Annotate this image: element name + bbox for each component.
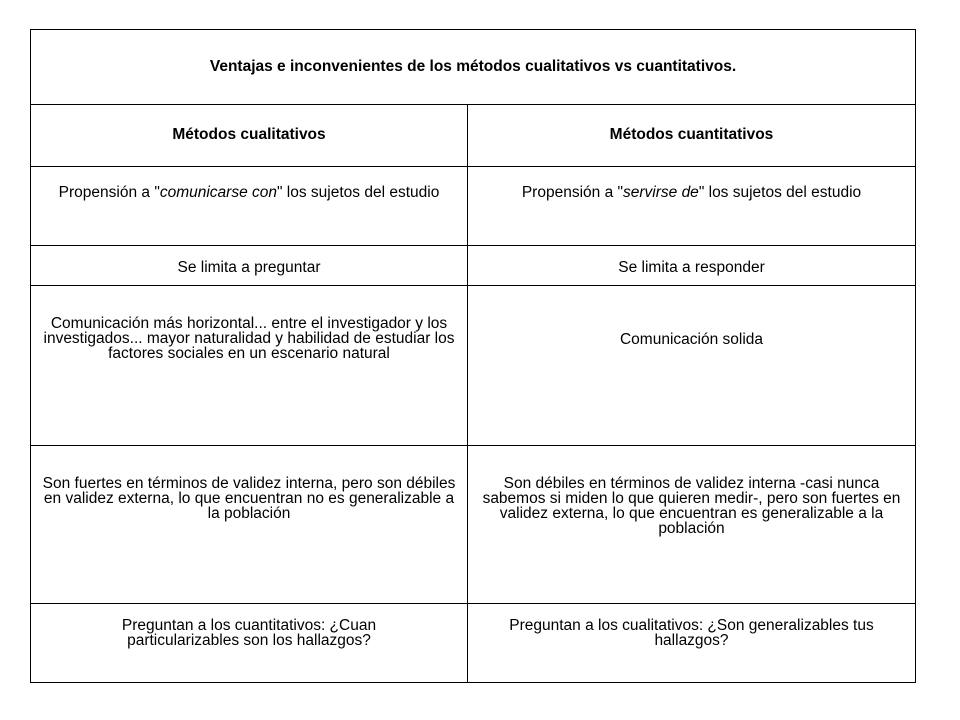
table-title: Ventajas e inconvenientes de los métodos cualitativos vs cuantitativos. xyxy=(209,58,737,75)
cell-text: Son fuertes en términos de validez interna, pero son débiles en validez externa, lo que encuentran no es generalizable a la población xyxy=(42,475,456,522)
cell-text: Comunicación más horizontal... entre el investigador y los investigados... mayor naturalidad y habilidad de estudiar los factores sociales en un escenario natural xyxy=(43,315,455,362)
table-cell-left xyxy=(31,167,468,245)
table-cell-left xyxy=(31,286,468,445)
table-row xyxy=(31,246,915,286)
cell-text-emphasis: comunicarse con xyxy=(159,184,277,201)
table-cell-left xyxy=(31,604,468,682)
cell-text-part: " los sujetos del estudio xyxy=(277,184,440,201)
cell-text-emphasis: servirse de xyxy=(623,184,699,201)
cell-text-part: Propensión a " xyxy=(521,184,623,201)
cell-text-part: Propensión a " xyxy=(58,184,160,201)
header-quantitative: Métodos cuantitativos xyxy=(609,126,774,143)
cell-text: Preguntan a los cualitativos: ¿Son generalizables tus hallazgos? xyxy=(509,617,874,649)
header-cell-right xyxy=(468,105,915,166)
cell-text xyxy=(474,185,909,200)
cell-text: Se limita a preguntar xyxy=(177,259,321,276)
comparison-table xyxy=(30,29,916,683)
cell-text xyxy=(43,185,455,200)
cell-text: Son débiles en términos de validez interna -casi nunca sabemos si miden lo que quieren medir-, pero son fuertes en validez externa, lo que encuentran es generalizable a la población xyxy=(482,475,901,537)
table-cell-right xyxy=(468,167,915,245)
table-row xyxy=(31,286,915,446)
table-row xyxy=(31,446,915,604)
table-row xyxy=(31,167,915,246)
table-cell-left xyxy=(31,446,468,603)
title-cell xyxy=(31,30,915,104)
table-cell-right xyxy=(468,246,915,285)
cell-text-part: " los sujetos del estudio xyxy=(698,184,862,201)
header-qualitative: Métodos cualitativos xyxy=(172,126,326,143)
cell-text: Preguntan a los cuantitativos: ¿Cuan particularizables son los hallazgos? xyxy=(121,617,377,649)
cell-text: Se limita a responder xyxy=(618,259,765,276)
table-cell-right xyxy=(468,286,915,445)
table-row xyxy=(31,604,915,682)
header-row xyxy=(31,105,915,167)
table-cell-right xyxy=(468,446,915,603)
cell-text: Comunicación solida xyxy=(619,331,764,348)
title-row xyxy=(31,30,915,105)
header-cell-left xyxy=(31,105,468,166)
table-cell-right xyxy=(468,604,915,682)
table-cell-left xyxy=(31,246,468,285)
